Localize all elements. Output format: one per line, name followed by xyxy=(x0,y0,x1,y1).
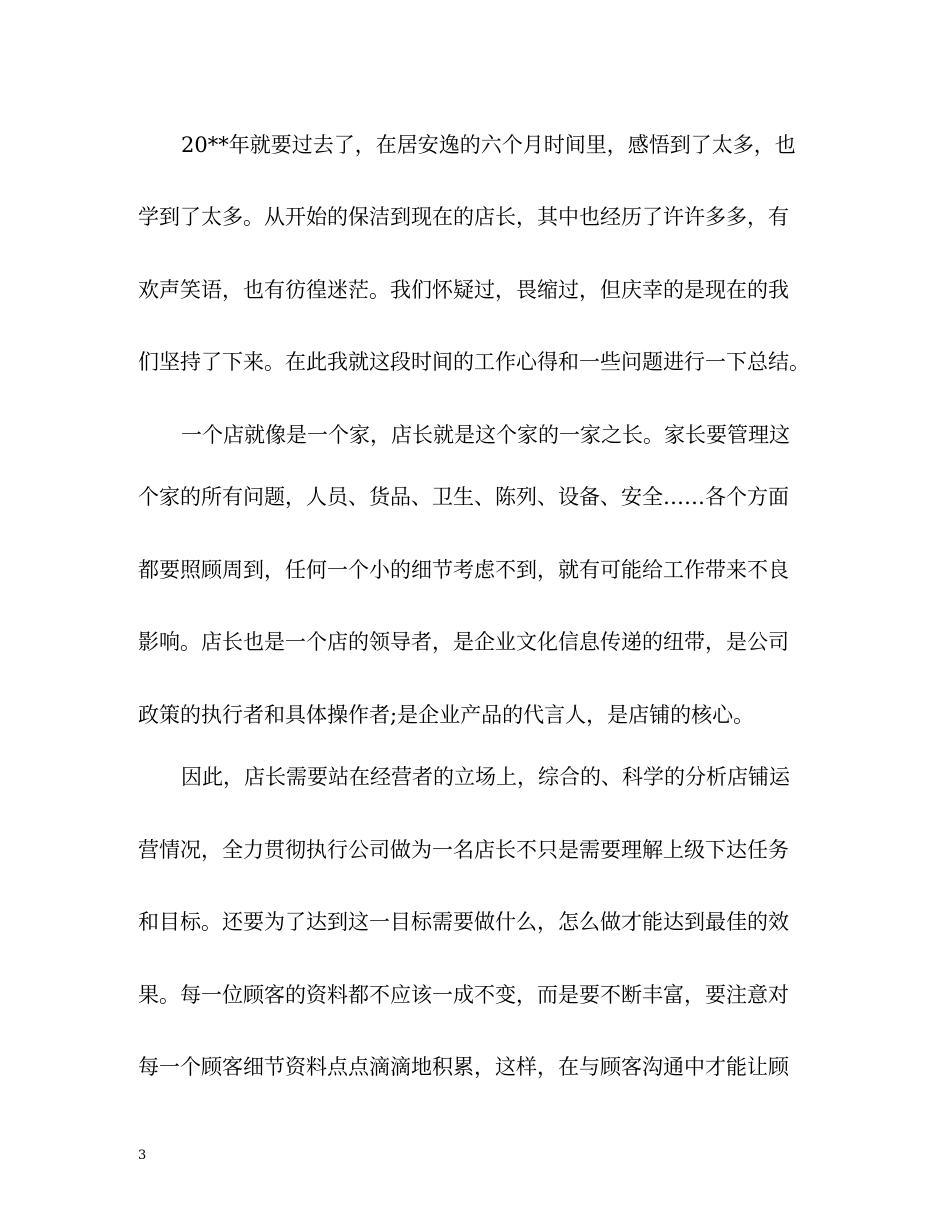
paragraph-2-line-3: 都要照顾周到，任何一个小的细节考虑不到，就有可能给工作带来不良 xyxy=(138,558,789,582)
paragraph-1-line-2: 学到了太多。从开始的保洁到现在的店长，其中也经历了许许多多，有 xyxy=(138,205,789,229)
paragraph-2-line-4: 影响。店长也是一个店的领导者，是企业文化信息传递的纽带，是公司 xyxy=(138,630,789,654)
paragraph-3-line-5: 每一个顾客细节资料点点滴滴地积累，这样，在与顾客沟通中才能让顾 xyxy=(138,1055,789,1079)
paragraph-2-line-1: 一个店就像是一个家，店长就是这个家的一家之长。家长要管理这 xyxy=(181,423,790,447)
paragraph-3-line-4: 果。每一位顾客的资料都不应该一成不变，而是要不断丰富，要注意对 xyxy=(138,983,789,1007)
paragraph-2-line-2: 个家的所有问题，人员、货品、卫生、陈列、设备、安全……各个方面 xyxy=(138,485,789,509)
paragraph-2-line-5: 政策的执行者和具体操作者;是企业产品的代言人，是店铺的核心。 xyxy=(138,703,755,727)
paragraph-3-line-2: 营情况，全力贯彻执行公司做为一名店长不只是需要理解上级下达任务 xyxy=(138,838,789,862)
paragraph-1-line-1: 20**年就要过去了，在居安逸的六个月时间里，感悟到了太多，也 xyxy=(181,133,796,157)
paragraph-3-line-1: 因此，店长需要站在经营者的立场上，综合的、科学的分析店铺运 xyxy=(181,765,790,789)
paragraph-3-line-3: 和目标。还要为了达到这一目标需要做什么，怎么做才能达到最佳的效 xyxy=(138,910,789,934)
paragraph-1-line-3: 欢声笑语，也有彷徨迷茫。我们怀疑过，畏缩过，但庆幸的是现在的我 xyxy=(138,278,789,302)
paragraph-1-line-4: 们坚持了下来。在此我就这段时间的工作心得和一些问题进行一下总结。 xyxy=(138,350,810,374)
page-number: 3 xyxy=(138,1148,147,1163)
